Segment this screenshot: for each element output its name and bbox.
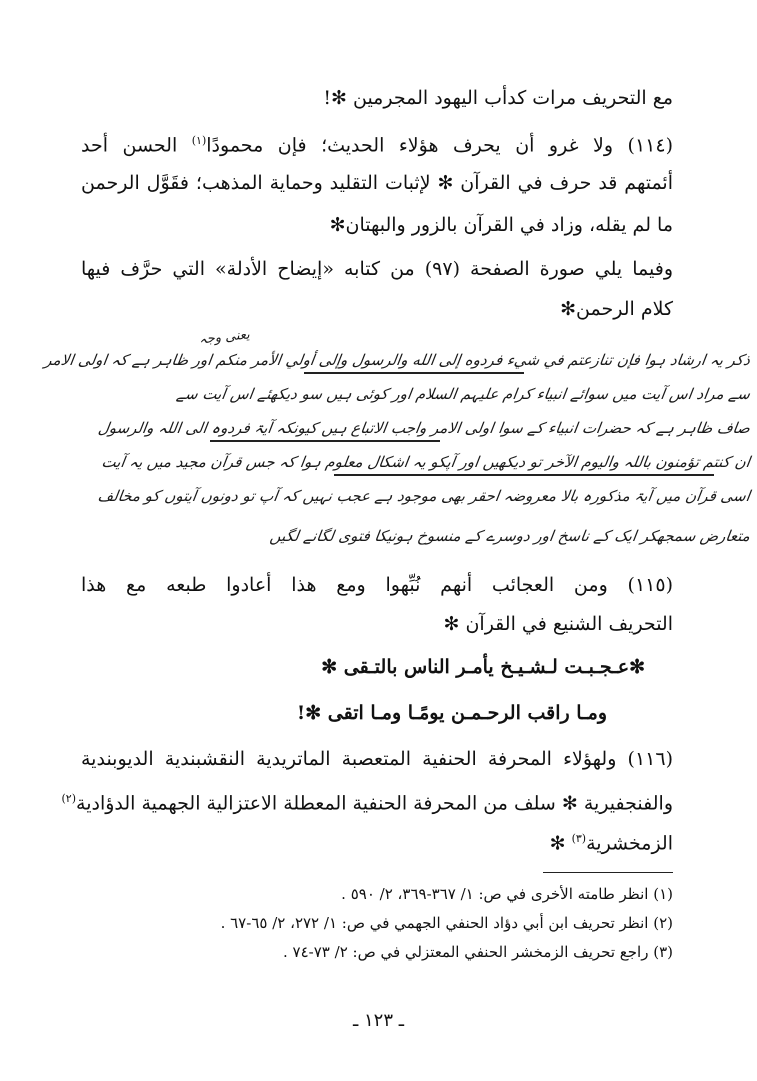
footnote-ref-2: (٢) bbox=[61, 792, 77, 805]
paragraph-115-line-2: التحريف الشنيع في القرآن ✻ bbox=[443, 613, 673, 635]
paragraph-116-line-1: (١١٦) ولهؤلاء المحرفة الحنفية المتعصبة الماتريدية النقشبندية الديوبندية bbox=[81, 748, 673, 770]
footnote-ref-1: (١) bbox=[191, 134, 207, 147]
manuscript-underline-1 bbox=[304, 372, 524, 374]
manuscript-line-3: صاف ظاہر ہے کہ حضرات انبیاء کے سوا اولی الامر واجب الاتباع ہیں کیونکہ آیۃ فردوہ الی اللہ والرسول bbox=[96, 419, 752, 437]
footnote-2: (٢) انظر تحريف ابن أبي دؤاد الحنفي الجهمي في ص: ١/ ٢٧٢، ٢/ ٦٥-٦٧ . bbox=[220, 914, 673, 932]
paragraph-114-line-1 bbox=[81, 128, 673, 158]
paragraph-114-line-3: ما لم يقله، وزاد في القرآن بالزور والبهتان✻ bbox=[329, 214, 673, 236]
manuscript-margin-note: یعنی وجہ bbox=[198, 327, 251, 348]
verse-line-1: ✻عـجـبـت لـشـيـخ يأمـر الناس بالتـقى ✻ bbox=[321, 656, 645, 678]
footnote-1: (١) انظر طامته الأخرى في ص: ١/ ٣٦٧-٣٦٩، ٢/ ٥٩٠ . bbox=[341, 885, 673, 903]
paragraph-116-text-a: والفنجفيرية ✻ سلف من المحرفة الحنفية المعطلة الاعتزالية الجهمية الدؤادية bbox=[76, 792, 673, 815]
intro-line-2: كلام الرحمن✻ bbox=[560, 298, 673, 320]
paragraph-115-line-1: (١١٥) ومن العجائب أنهم نُبِّهوا ومع هذا أعادوا طبعه مع هذا bbox=[81, 574, 673, 596]
footnote-divider bbox=[543, 872, 673, 873]
footnote-3: (٣) راجع تحريف الزمخشر الحنفي المعتزلي في ص: ٢/ ٧٣-٧٤ . bbox=[283, 943, 673, 961]
manuscript-underline-3 bbox=[334, 474, 714, 476]
manuscript-line-6: متعارض سمجھکر ایک کے ناسخ اور دوسرے کے منسوخ ہونیکا فتوی لگانے لگیں bbox=[268, 527, 752, 545]
manuscript-image bbox=[43, 327, 752, 566]
intro-line-1: وفيما يلي صورة الصفحة (٩٧) من كتابه «إيضاح الأدلة» التي حرَّف فيها bbox=[81, 258, 673, 280]
manuscript-line-4: ان کنتم تؤمنون باللہ والیوم الآخر تو دیکھیں اور آپکو یہ اشکال معلوم ہوا کہ جس قرآن مجید میں یہ آیت bbox=[100, 453, 752, 471]
verse-line-2: ومـا راقب الرحـمـن يومًـا ومـا اتقى ✻! bbox=[296, 702, 607, 724]
footnote-ref-3: (٣) bbox=[571, 832, 587, 845]
manuscript-line-5: اسی قرآن میں آیۃ مذکورہ بالا معروضہ احقر بھی موجود ہے عجب نہیں کہ آپ تو دونوں آیتوں کو مخالف bbox=[96, 487, 752, 505]
paragraph-114-text-b: الحسن أحد bbox=[81, 134, 192, 157]
paragraph-116-text-c: الزمخشرية bbox=[586, 832, 673, 855]
text-line-opening: مع التحريف مرات كدأب اليهود المجرمين ✻! bbox=[323, 87, 673, 109]
manuscript-underline-2 bbox=[210, 440, 440, 442]
page-number: ـ ١٢٣ ـ bbox=[352, 1010, 404, 1031]
paragraph-116-text-d: ✻ bbox=[549, 832, 572, 855]
paragraph-114-line-2: أئمتهم قد حرف في القرآن ✻ لإثبات التقليد وحماية المذهب؛ فقَوَّل الرحمن bbox=[81, 172, 673, 194]
manuscript-line-2: سے مراد اس آیت میں سوائے انبیاء کرام علیہم السلام اور کوئی ہیں سو دیکھئے اس آیت سے bbox=[175, 385, 752, 403]
paragraph-116-line-2 bbox=[62, 786, 674, 816]
paragraph-114-text-a: (١١٤) ولا غرو أن يحرف هؤلاء الحديث؛ فإن محمودًا bbox=[206, 134, 673, 157]
paragraph-116-line-3 bbox=[550, 826, 673, 856]
manuscript-line-1: ذكر یہ ارشاد ہوا فإن تنازعتم في شيء فردوه إلى الله والرسول وإلى أولي الأمر منكم اور ظاہر ہے کہ اولی الامر bbox=[43, 351, 752, 369]
